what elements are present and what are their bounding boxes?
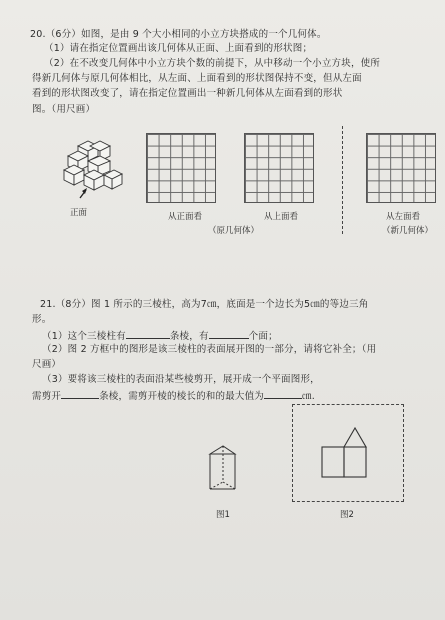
q21-line-4: （2）图 2 方框中的图形是该三棱柱的表面展开图的一部分，请将它补全；（用 <box>42 344 377 355</box>
q20-line-3: （2）在不改变几何体中小立方块个数的前提下，从中移动一个小立方块，使所 <box>44 58 381 69</box>
q21-line-1: 21.（8分）图 1 所示的三棱柱，高为7㎝，底面是一个边长为5㎝的等边三角 <box>40 299 369 310</box>
q20-line-4: 得新几何体与原几何体相比，从左面、上面看到的形状图保持不变，但从左面 <box>32 73 362 84</box>
caption-original-solid: （原几何体） <box>208 226 260 236</box>
q21-line-7-b: 条棱，需剪开棱的棱长的和的最大值为 <box>99 391 265 402</box>
q21-line-7 <box>32 388 315 404</box>
caption-top-view: 从上面看 <box>264 212 299 222</box>
cube-assembly-figure <box>58 138 138 208</box>
caption-left-view: 从左面看 <box>386 212 421 222</box>
front-direction-label: 正面 <box>70 208 88 218</box>
q21-line-3 <box>42 328 278 344</box>
q21-line-2: 形。 <box>32 314 52 325</box>
figure-1-label: 图1 <box>216 510 230 520</box>
partial-net-figure <box>318 424 378 484</box>
q21-line-3-c: 个面； <box>248 331 278 342</box>
q21-line-7-c: ㎝. <box>302 391 315 402</box>
q21-line-3-b: 条棱，有 <box>169 331 209 342</box>
dashed-separator <box>342 126 343 234</box>
edges-count-blank[interactable] <box>126 328 170 339</box>
max-length-blank[interactable] <box>264 388 302 399</box>
q20-line-5: 看到的形状图改变了，请在指定位置画出一种新几何体从左面看到的形状 <box>32 88 343 99</box>
q20-line-1: 20.（6分）如图，是由 9 个大小相同的小立方块搭成的一个几何体。 <box>30 29 327 40</box>
figure-2-label: 图2 <box>340 510 354 520</box>
q21-line-6: （3）要将该三棱柱的表面沿某些棱剪开，展开成一个平面图形， <box>42 374 320 385</box>
faces-count-blank[interactable] <box>209 328 249 339</box>
q21-line-5: 尺画） <box>32 359 62 370</box>
grid-front-view[interactable] <box>146 133 216 203</box>
grid-top-view[interactable] <box>244 133 314 203</box>
caption-new-solid: （新几何体） <box>382 226 434 236</box>
q20-line-6: 图。（用尺画） <box>32 104 96 115</box>
q21-line-7-a: 需剪开 <box>32 391 62 402</box>
q21-line-3-a: （1）这个三棱柱有 <box>42 331 126 342</box>
grid-left-view[interactable] <box>366 133 436 203</box>
cut-edges-blank[interactable] <box>61 388 99 399</box>
triangular-prism-figure <box>205 444 245 494</box>
q20-line-2: （1）请在指定位置画出该几何体从正面、上面看到的形状图； <box>44 43 313 54</box>
caption-front-view: 从正面看 <box>168 212 203 222</box>
